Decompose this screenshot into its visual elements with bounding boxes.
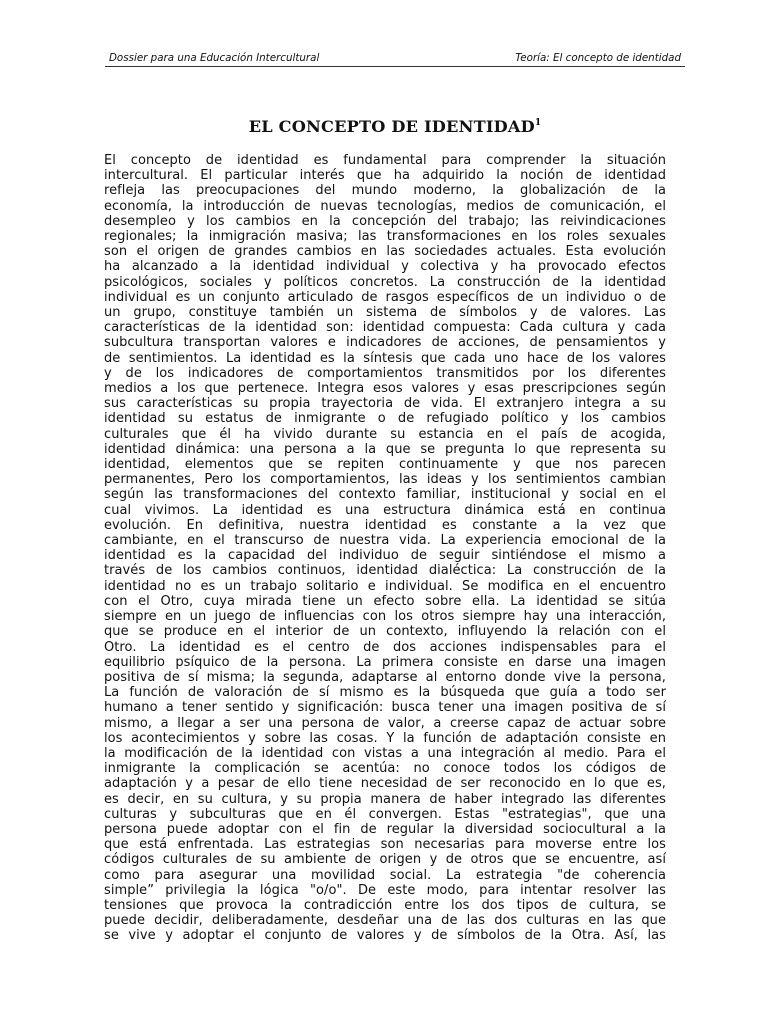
body-line: economía, la introducción de nuevas tecnologías, medios de comunicación, el xyxy=(104,198,666,214)
body-line: equilibrio psíquico de la persona. La primera consiste en darse una imagen xyxy=(104,654,666,670)
body-paragraph xyxy=(104,153,666,944)
body-line: siempre en un juego de influencias con los otros siempre hay una interacción, xyxy=(104,609,666,625)
body-line: permanentes, Pero los comportamientos, las ideas y los sentimientos cambian xyxy=(104,472,666,488)
body-line: se vive y adoptar el conjunto de valores y de símbolos de la Otra. Así, las xyxy=(104,928,666,944)
body-line: identidad no es un trabajo solitario e individual. Se modifica en el encuentro xyxy=(104,578,666,594)
body-line: que está enfrentada. Las estrategias son necesarias para moverse entre los xyxy=(104,837,666,853)
body-line: Otro. La identidad es el centro de dos acciones indispensables para el xyxy=(104,639,666,655)
body-line: persona puede adoptar con el fin de regular la diversidad sociocultural a la xyxy=(104,821,666,837)
body-line: adaptación y a pesar de ello tiene necesidad de ser reconocido en lo que es, xyxy=(104,776,666,792)
body-line: La función de valoración de sí mismo es la búsqueda que guía a todo ser xyxy=(104,685,666,701)
body-line: evolución. En definitiva, nuestra identidad es constante a la vez que xyxy=(104,517,666,533)
body-line: de sentimientos. La identidad es la síntesis que cada uno hace de los valores xyxy=(104,350,666,366)
body-line: positiva de sí misma; la segunda, adaptarse al entorno donde vive la persona, xyxy=(104,669,666,685)
header-right-text: Teoría: El concepto de identidad xyxy=(515,52,681,64)
body-line: códigos culturales de su ambiente de origen y de otros que se encuentre, así xyxy=(104,852,666,868)
body-line: cambiante, en el transcurso de nuestra vida. La experiencia emocional de la xyxy=(104,533,666,549)
body-line: es decir, en su cultura, y su propia manera de haber integrado las diferentes xyxy=(104,791,666,807)
header-left-text: Dossier para una Educación Intercultural xyxy=(109,52,320,64)
body-line: identidad, elementos que se repiten continuamente y que nos parecen xyxy=(104,457,666,473)
body-line: subcultura transportan valores e indicadores de acciones, de pensamientos y xyxy=(104,335,666,351)
body-line: ha alcanzado a la identidad individual y colectiva y ha provocado efectos xyxy=(104,259,666,275)
body-line: tensiones que provoca la contradicción entre los dos tipos de cultura, se xyxy=(104,897,666,913)
body-line: y de los indicadores de comportamientos transmitidos por los diferentes xyxy=(104,365,666,381)
running-header xyxy=(105,50,685,67)
document-title xyxy=(105,116,685,138)
footnote-marker: 1 xyxy=(534,118,542,128)
body-line: refleja las preocupaciones del mundo moderno, la globalización de la xyxy=(104,183,666,199)
body-line: humano a tener sentido y significación: busca tener una imagen positiva de sí xyxy=(104,700,666,716)
body-line: sus características su propia trayectoria de vida. El extranjero integra a su xyxy=(104,396,666,412)
body-line: son el origen de grandes cambios en las sociedades actuales. Esta evolución xyxy=(104,244,666,260)
body-line: mismo, a llegar a ser una persona de valor, a creerse capaz de actuar sobre xyxy=(104,715,666,731)
body-line: simple” privilegia la lógica "o/o". De este modo, para intentar resolver las xyxy=(104,882,666,898)
body-line: un grupo, constituye también un sistema de símbolos y de valores. Las xyxy=(104,305,666,321)
body-line: desempleo y los cambios en la concepción del trabajo; las reivindicaciones xyxy=(104,213,666,229)
body-line: culturales que él ha vivido durante su estancia en el país de acogida, xyxy=(104,426,666,442)
body-line: los acontecimientos y sobre las cosas. Y la función de adaptación consiste en xyxy=(104,730,666,746)
body-line: identidad es la capacidad del individuo de seguir sintiéndose el mismo a xyxy=(104,548,666,564)
body-line: según las transformaciones del contexto familiar, institucional y social en el xyxy=(104,487,666,503)
body-line: cual vivimos. La identidad es una estructura dinámica está en continua xyxy=(104,502,666,518)
body-line: psicológicos, sociales y políticos concretos. La construcción de la identidad xyxy=(104,274,666,290)
body-line: intercultural. El particular interés que ha adquirido la noción de identidad xyxy=(104,168,666,184)
body-line: medios a los que pertenece. Integra esos valores y esas prescripciones según xyxy=(104,381,666,397)
body-line: identidad dinámica: una persona a la que se pregunta lo que representa su xyxy=(104,441,666,457)
body-line: la modificación de la identidad con vistas a una integración al medio. Para el xyxy=(104,745,666,761)
body-line: individual es un conjunto articulado de rasgos específicos de un individuo o de xyxy=(104,289,666,305)
body-line: inmigrante la complicación se acentúa: no conoce todos los códigos de xyxy=(104,761,666,777)
body-line: puede decidir, deliberadamente, desdeñar una de las dos culturas en las que xyxy=(104,913,666,929)
body-line: culturas y subculturas que en él convergen. Estas "estrategias", que una xyxy=(104,806,666,822)
body-line: El concepto de identidad es fundamental para comprender la situación xyxy=(104,153,666,168)
body-line: con el Otro, cuya mirada tiene un efecto sobre ella. La identidad se sitúa xyxy=(104,593,666,609)
body-line: como para asegurar una movilidad social. La estrategia "de coherencia xyxy=(104,867,666,883)
body-line: características de la identidad son: identidad compuesta: Cada cultura y cada xyxy=(104,320,666,336)
document-title-text: EL CONCEPTO DE IDENTIDAD xyxy=(248,117,535,136)
body-line: identidad su estatus de inmigrante o de refugiado político y los cambios xyxy=(104,411,666,427)
body-line: que se produce en el interior de un contexto, influyendo la relación con el xyxy=(104,624,666,640)
body-line: través de los cambios continuos, identidad dialéctica: La construcción de la xyxy=(104,563,666,579)
body-line: regionales; la inmigración masiva; las transformaciones en los roles sexuales xyxy=(104,229,666,245)
